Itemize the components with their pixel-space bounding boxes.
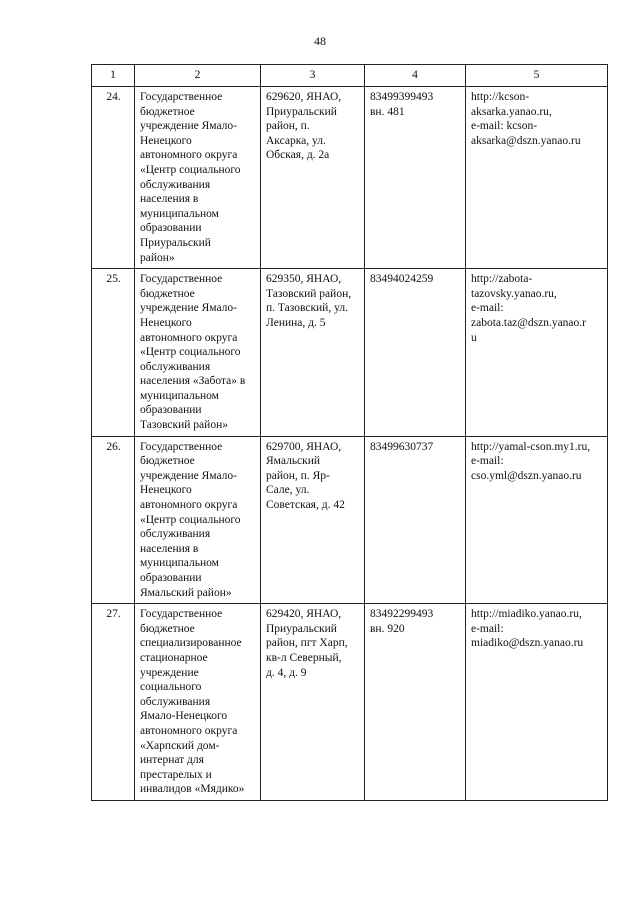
institution-name: Государственное бюджетное учреждение Ямало- Ненецкого автономного округа «Центр социального обслуживания населения «Забота» в муниципальном образовании Тазовский район» <box>135 269 261 437</box>
institution-name: Государственное бюджетное специализированное стационарное учреждение социального обслуживания Ямало-Ненецкого автономного округа «Харпский дом- интернат для престарелых и инвалидов «Мядико» <box>135 604 261 801</box>
institution-website-email: http://yamal-cson.my1.ru, e-mail: cso.yml@dszn.yanao.ru <box>466 436 608 604</box>
institution-phone: 83499630737 <box>365 436 466 604</box>
institution-website-email: http://zabota- tazovsky.yanao.ru, e-mail: zabota.taz@dszn.yanao.r u <box>466 269 608 437</box>
table-row <box>92 269 608 437</box>
table-header-row <box>92 65 608 87</box>
institution-phone: 83492299493 вн. 920 <box>365 604 466 801</box>
institution-phone: 83494024259 <box>365 269 466 437</box>
institution-address: 629700, ЯНАО, Ямальский район, п. Яр- Сале, ул. Советская, д. 42 <box>261 436 365 604</box>
institution-phone: 83499399493 вн. 481 <box>365 87 466 269</box>
table-row <box>92 87 608 269</box>
header-col-3: 3 <box>261 65 365 87</box>
table-row <box>92 604 608 801</box>
institution-address: 629420, ЯНАО, Приуральский район, пгт Харп, кв-л Северный, д. 4, д. 9 <box>261 604 365 801</box>
row-number: 24. <box>92 87 135 269</box>
row-number: 27. <box>92 604 135 801</box>
institution-name: Государственное бюджетное учреждение Ямало- Ненецкого автономного округа «Центр социального обслуживания населения в муниципальном образовании Ямальский район» <box>135 436 261 604</box>
institution-address: 629350, ЯНАО, Тазовский район, п. Тазовский, ул. Ленина, д. 5 <box>261 269 365 437</box>
row-number: 25. <box>92 269 135 437</box>
institution-website-email: http://miadiko.yanao.ru, e-mail: miadiko@dszn.yanao.ru <box>466 604 608 801</box>
table-row <box>92 436 608 604</box>
page-number: 48 <box>314 34 326 48</box>
institution-website-email: http://kcson- aksarka.yanao.ru, e-mail: kcson- aksarka@dszn.yanao.ru <box>466 87 608 269</box>
header-col-4: 4 <box>365 65 466 87</box>
institutions-table <box>91 64 608 801</box>
header-col-2: 2 <box>135 65 261 87</box>
header-col-1: 1 <box>92 65 135 87</box>
institution-name: Государственное бюджетное учреждение Ямало- Ненецкого автономного округа «Центр социального обслуживания населения в муниципальном образовании Приуральский район» <box>135 87 261 269</box>
institution-address: 629620, ЯНАО, Приуральский район, п. Аксарка, ул. Обская, д. 2а <box>261 87 365 269</box>
header-col-5: 5 <box>466 65 608 87</box>
row-number: 26. <box>92 436 135 604</box>
